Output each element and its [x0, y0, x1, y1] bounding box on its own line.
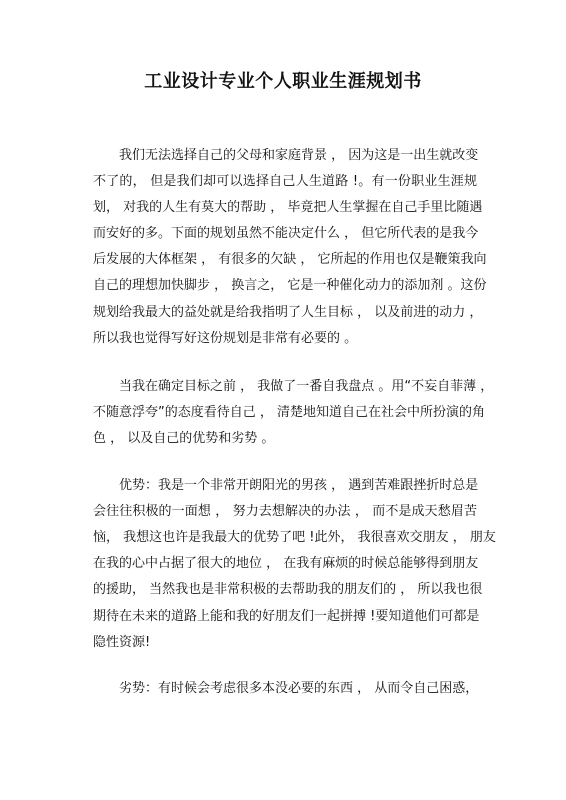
paragraph-line: 不了的， 但是我们却可以选择自己人生道路 !。有一份职业生涯规: [93, 174, 477, 190]
paragraph-line: 在我的心中占据了很大的地位 ， 在我有麻烦的时候总能够得到朋友: [93, 556, 479, 572]
paragraph-line: 色 ， 以及自己的优势和劣势 。: [93, 430, 275, 446]
paragraph-line: 后发展的大体框架 ， 有很多的欠缺 ， 它所起的作用也仅是鞭策我向: [93, 252, 487, 268]
paragraph-line: 规划给我最大的益处就是给我指明了人生目标 ， 以及前进的动力 ，: [93, 304, 483, 320]
paragraph-line: 所以我也觉得写好这份规划是非常有必要的 。: [93, 330, 358, 346]
paragraph-line: 而安好的多。下面的规划虽然不能决定什么 ， 但它所代表的是我今: [93, 226, 479, 242]
paragraph-line: 不随意浮夸”的态度看待自己 ， 清楚地知道自己在社会中所扮演的角: [93, 404, 485, 420]
paragraph-line: 我们无法选择自己的父母和家庭背景 ， 因为这是一出生就改变: [119, 148, 479, 163]
paragraph-line: 自己的理想加快脚步 ， 换言之， 它是一种催化动力的添加剂 。这份: [93, 278, 487, 294]
paragraph-line: 当我在确定目标之前 ， 我做了一番自我盘点 。用“不妄自菲薄 ，: [119, 378, 494, 394]
paragraph-self-assessment: [93, 374, 494, 452]
document-title: 工业设计专业个人职业生涯规划书: [144, 71, 422, 92]
paragraph-line: 的援助， 当然我也是非常积极的去帮助我的朋友们的 ， 所以我也很: [93, 582, 483, 598]
paragraph-line: 期待在未来的道路上能和我的好朋友们一起拼搏 !要知道他们可都是: [93, 608, 480, 624]
paragraph-line: 恼， 我想这也许是我最大的优势了吧 !此外， 我很喜欢交朋友 ， 朋友: [93, 530, 496, 546]
paragraph-line: 劣势：有时候会考虑很多本没必要的东西 ， 从而令自己困惑，: [119, 680, 479, 696]
paragraph-intro: [93, 143, 487, 352]
document-body: [93, 143, 496, 702]
paragraph-weaknesses: [93, 676, 477, 702]
paragraph-line: 优势：我是一个非常开朗阳光的男孩 ， 遇到苦难跟挫折时总是: [119, 478, 479, 494]
paragraph-line: 隐性资源!: [93, 634, 151, 650]
paragraph-line: 划， 对我的人生有莫大的帮助 ， 毕竟把人生掌握在自己手里比随遇: [93, 200, 483, 216]
paragraph-strengths: [93, 473, 496, 656]
paragraph-line: 会往往积极的一面想 ， 努力去想解决的办法 ， 而不是成天愁眉苦: [93, 504, 477, 520]
